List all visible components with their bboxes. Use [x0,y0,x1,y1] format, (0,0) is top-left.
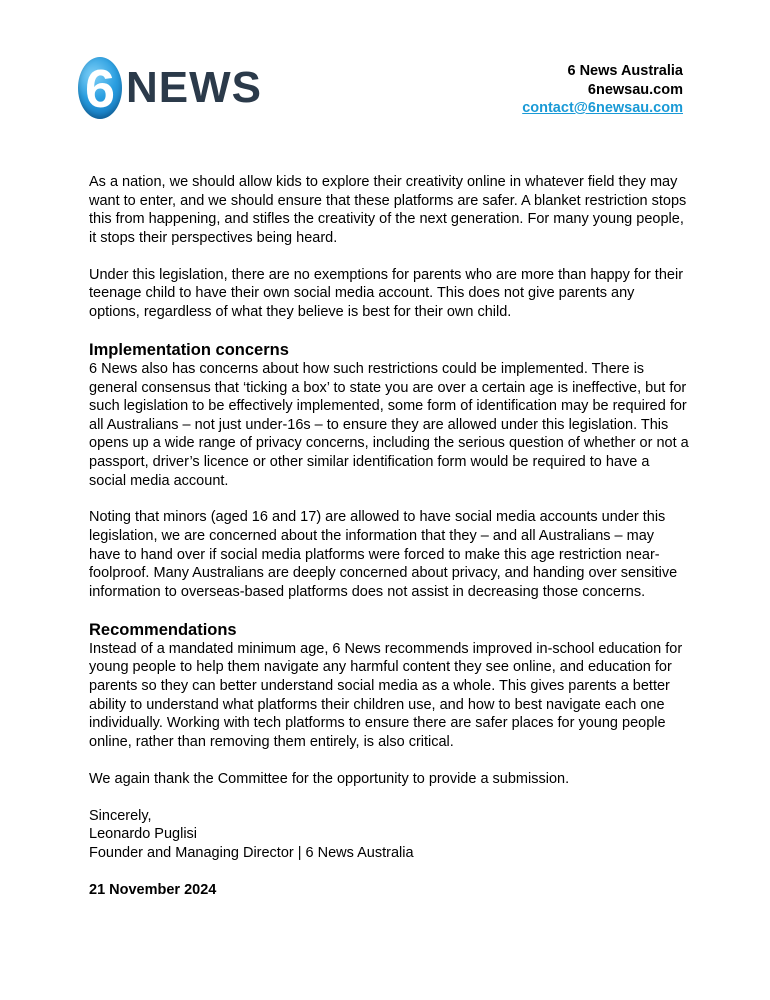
heading-implementation: Implementation concerns [89,340,289,359]
heading-recommendations: Recommendations [89,620,237,639]
paragraph: As a nation, we should allow kids to explore their creativity online in whatever field they may want to enter, and we should ensure that these platforms are safer. A blanket restriction stops this from happening, and stifles the creativity of the next generation. For many young people, it stops their perspectives being heard. [89,174,687,246]
paragraph: We again thank the Committee for the opportunity to provide a submission. [89,770,570,787]
logo-wordmark: NEWS [126,63,262,112]
paragraph: Instead of a mandated minimum age, 6 News recommends improved in-school education for young people to help them navigate any harmful content they see online, and education for parents so they can better understand social media as a whole. This gives parents a better ability to understand what platforms their children use, and how to best navigate each one individually. Working with tech platforms to ensure there are safer places for young people online, rather than removing them entirely, is also critical. [89,640,683,750]
signatory-name: Leonardo Puglisi [89,826,198,843]
logo-digit: 6 [84,59,116,119]
paragraph: Noting that minors (aged 16 and 17) are allowed to have social media accounts under this legislation, we are concerned about the information that they – and all Australians – may have to hand over if social media platforms were forced to make this age restriction near-foolproof. Many Australians are deeply concerned about privacy, and handing over sensitive information to overseas-based platforms does not assist in decreasing those concerns. [89,509,678,600]
signoff [89,807,689,863]
org-name: 6 News Australia [567,63,683,79]
signatory-title: Founder and Managing Director | 6 News Australia [89,844,414,861]
6news-logo [78,56,262,120]
closing: Sincerely, [89,807,152,824]
letter-body [89,173,689,918]
paragraph: Under this legislation, there are no exemptions for parents who are more than happy for their teenage child to have their own social media account. This does not give parents any options, regardless of what they believe is best for their own child. [89,266,684,320]
website: 6newsau.com [587,81,683,98]
paragraph: 6 News also has concerns about how such restrictions could be implemented. There is general consensus that ‘ticking a box’ to state you are over a certain age is ineffective, but for such legislation to be effectively implemented, some form of identification may be required for all Australians – not just under-16s – to ensure they are allowed under this legislation. This opens up a wide range of privacy concerns, including the serious question of whether or not a passport, driver’s licence or other similar identification form would be required to have a social media account. [89,360,689,489]
email-link[interactable]: contact@6newsau.com [522,100,683,116]
letter-date: 21 November 2024 [89,881,217,898]
logo-badge [78,57,122,119]
contact-block [522,62,683,118]
